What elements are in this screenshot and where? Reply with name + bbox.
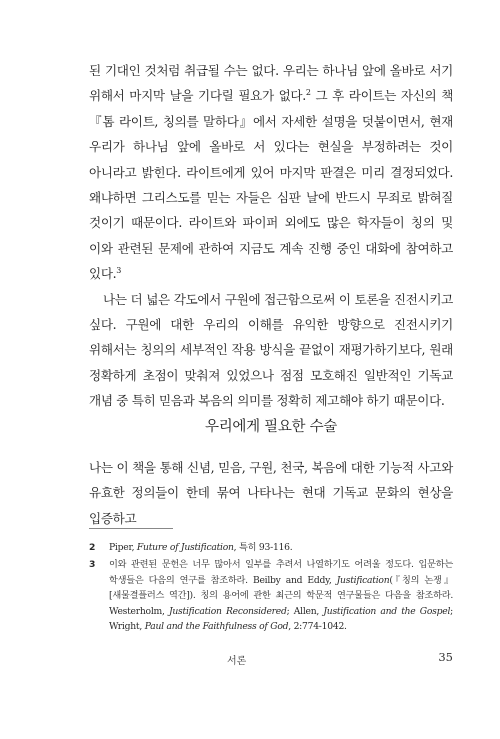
footnote-number: 2 (89, 542, 96, 553)
paragraph-1-text-a: 된 기대인 것처럼 취급될 수는 없다. 우리는 하나님 앞에 올바로 서기 위해서 마지막 날을 기다릴 필요가 없다. (89, 63, 453, 104)
footnote-book-title: Justification Reconsidered (168, 605, 287, 617)
footnote-text (109, 540, 453, 555)
main-text-block (89, 58, 453, 414)
section-text-block (89, 455, 453, 531)
footnote-book-title: Justification (336, 574, 390, 586)
footnote-book-title: Paul and the Faithfulness of God (144, 621, 289, 633)
footnote-2 (89, 540, 453, 555)
page-number: 35 (438, 650, 453, 664)
footnote-ref-2: 2 (305, 88, 311, 98)
paragraph-3: 나는 이 책을 통해 신념, 믿음, 구원, 천국, 복음에 대한 기능적 사고와 유효한 정의들이 한데 묶여 나타나는 현대 기독교 문화의 현상을 입증하고 (89, 460, 453, 526)
paragraph-2: 나는 더 넓은 각도에서 구원에 접근함으로써 이 토론을 진전시키고 싶다. 구원에 대한 우리의 이해를 유익한 방향으로 진전시키기 위해서는 칭의의 세부적인 작용 방식을 끝없이 재평가하기보다, 원래 정확하게 초점이 맞춰져 있었으나 점점 모호해진 일반적인 기독교 개념 중 특히 믿음과 복음의 의미를 정확히 제고해야 하기 때문이다. (89, 291, 453, 409)
section-heading: 우리에게 필요한 수술 (205, 419, 337, 435)
footnote-text-part: ; Allen, (286, 605, 324, 617)
footnote-text-part: 이와 관련된 문헌은 너무 많아서 일부를 추려서 나열하기도 어려울 정도다. 입문하는 학생들은 다음의 연구를 참조하라. Beilby and Eddy, (109, 559, 453, 586)
footnote-text (109, 557, 453, 634)
paragraph-1-text-b: 그 후 라이트는 자신의 책 『톰 라이트, 칭의를 말하다』에서 자세한 설명을 덧붙이면서, 현재 우리가 하나님 앞에 올바로 서 있다는 현실을 부정하려는 것이 아니라고 밝힌다. 라이트에게 있어 마지막 판결은 미리 결정되었다. 왜냐하면 그리스도를 믿는 자들은 심판 날에 반드시 무죄로 밝혀질 것이기 때문이다. 라이트와 파이퍼 외에도 많은 학자들이 칭의 및 이와 관련된 문제에 관하여 지금도 계속 진행 중인 대화에 참여하고 있다. (89, 88, 454, 282)
footnote-book-title: Future of Justification (136, 542, 234, 553)
footnote-book-title: Justification and the Gospel (323, 605, 451, 617)
running-footer: 서론 (227, 656, 247, 667)
footnotes (89, 540, 453, 636)
footnote-text-part: , 특히 93-116. (233, 542, 293, 553)
footnote-text-part: , 2:774-1042. (288, 621, 347, 633)
footnote-3 (89, 557, 453, 634)
footnote-text-part: (『칭의 논쟁』[새물결플러스 역간]). 칭의 용어에 관한 최근의 학문적 연구물들은 다음을 참조하라. Westerholm, (109, 574, 454, 617)
footnote-text-part: Piper, (109, 542, 137, 553)
paragraph-1 (89, 58, 453, 287)
footnote-divider (89, 528, 173, 529)
footnote-text-part: ; Wright, (109, 605, 453, 633)
footnote-ref-3: 3 (116, 266, 122, 276)
footnote-number: 3 (89, 559, 96, 571)
